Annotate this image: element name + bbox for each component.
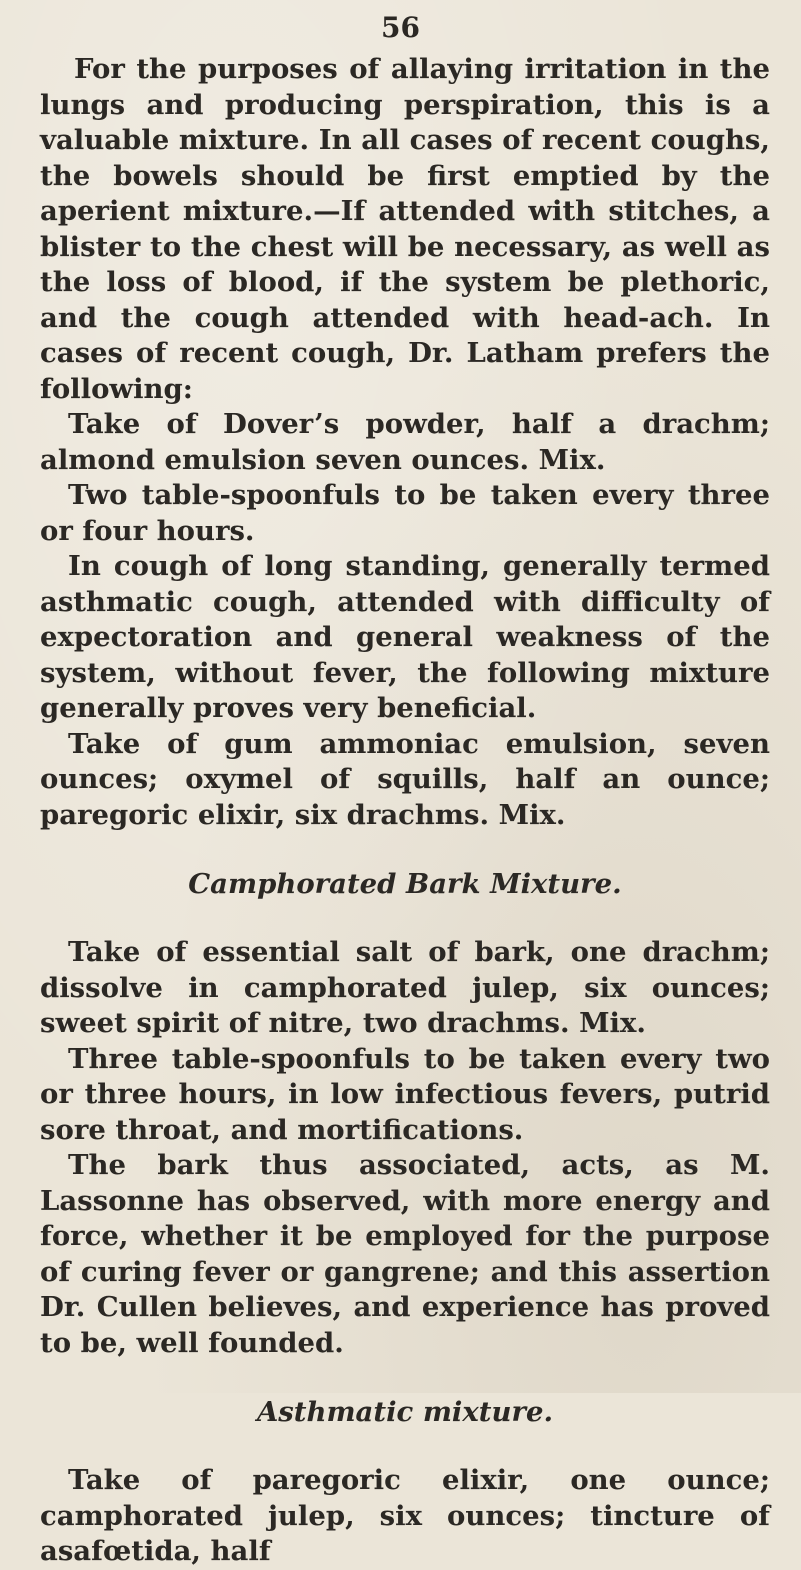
heading-asthmatic-mixture: Asthmatic mixture. xyxy=(256,1396,554,1428)
paragraph-paregoric-elixir: Take of paregoric elixir, one ounce; camphorated julep, six ounces; tincture of asafœtida, half xyxy=(40,1464,770,1567)
paragraph-gum-ammoniac: Take of gum ammoniac emulsion, seven ounces; oxymel of squills, half an ounce; paregoric elixir, six drachms. Mix. xyxy=(40,727,770,831)
page-body xyxy=(40,52,770,1570)
paragraph-essential-salt: Take of essential salt of bark, one drachm; dissolve in camphorated julep, six ounces; sweet spirit of nitre, two drachms. Mix. xyxy=(40,936,770,1039)
heading-camphorated-bark-mixture: Camphorated Bark Mixture. xyxy=(188,868,622,900)
paragraph-dovers-powder: Take of Dover’s powder, half a drachm; almond emulsion seven ounces. Mix. xyxy=(40,408,770,476)
paragraph-purposes: For the purposes of allaying irritation in the lungs and producing perspiration, this is a valuable mixture. In all cases of recent coughs, the bowels should be first emptied by the aperient mixture.—If attended with stitches, a blister to the chest will be necessary, as well as the loss of blood, if the system be plethoric, and the cough attended with head-ach. In cases of recent cough, Dr. Latham prefers the following: xyxy=(40,53,770,405)
paragraph-dose-two-spoonfuls: Two table-spoonfuls to be taken every three or four hours. xyxy=(40,479,770,547)
paragraph-bark-associated: The bark thus associated, acts, as M. Lassonne has observed, with more energy and force, whether it be employed for the purpose of curing fever or gangrene; and this assertion Dr. Cullen believes, and experience has proved to be, well founded. xyxy=(40,1149,770,1359)
page-number: 56 xyxy=(381,11,420,44)
paragraph-asthmatic-cough: In cough of long standing, generally termed asthmatic cough, attended with difficulty of expectoration and general weakness of the system, without fever, the following mixture generally proves very beneficial. xyxy=(40,550,770,724)
paragraph-dose-three-spoonfuls: Three table-spoonfuls to be taken every two or three hours, in low infectious fevers, putrid sore throat, and mortifications. xyxy=(40,1042,770,1146)
